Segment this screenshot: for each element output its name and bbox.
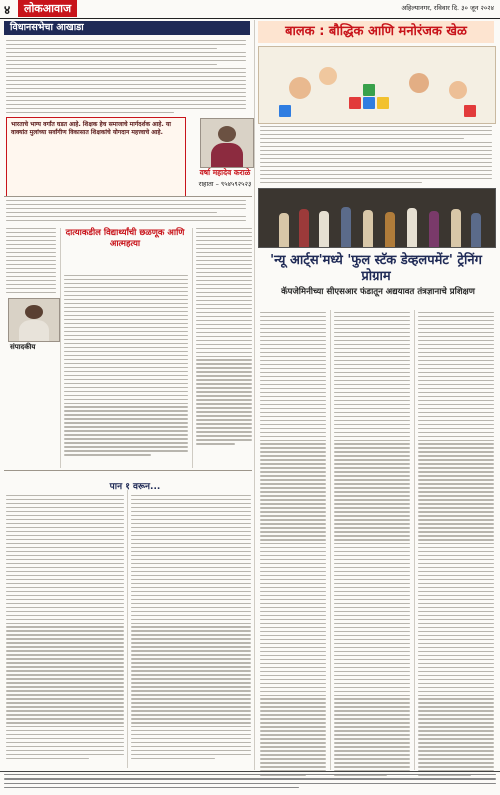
author-name: वर्षा महादेव कराळे	[199, 168, 251, 177]
left-article-body	[6, 40, 246, 116]
quote-box: भारताचे भाग्य वर्गांत घडत आहे. शिक्षक हेच समाजाचे मार्गदर्शक आहे. या वाक्यांत मुलांच्या सर्वांगीण विकासात शिक्षकांचे योगदान महत्त्वाचे आहे.	[6, 117, 186, 197]
dateline: अहिल्यानगर, रविवार दि. ३० जून २०२४	[401, 4, 494, 12]
mid-article-continued: पान १ वरून...	[109, 482, 161, 492]
left-article-title: विधानसभेचा आखाडा	[4, 21, 250, 35]
right-mid-headline: 'न्यू आर्ट्स'मध्ये 'फुल स्टॅक डेव्हलपमेंट' ट्रेनिंग प्रोग्राम	[270, 253, 482, 284]
author-place: राहाता – ९५४५९२५२३	[198, 180, 252, 188]
mid-article-body	[64, 275, 188, 458]
right-mid-col1	[260, 312, 326, 778]
mid-left-column	[6, 228, 56, 296]
author-photo	[200, 118, 254, 168]
editorial-signature: संपादकीय	[10, 343, 36, 351]
right-mid-subhead: कॅपजेमिनीच्या सीएसआर फंडातून अद्ययावत तंत्रज्ञानाचे प्रशिक्षण	[281, 287, 475, 297]
right-mid-col2	[334, 312, 410, 778]
imprint-footer	[0, 771, 500, 795]
event-photo	[258, 188, 496, 248]
page-number: ४	[4, 3, 11, 17]
lower-left-body	[6, 495, 124, 762]
lower-mid-body	[131, 495, 251, 762]
right-mid-col3	[418, 312, 494, 778]
masthead-logo: लोकआवाज	[18, 0, 77, 17]
mid-article-headline: दात्याकडील विद्यार्थ्यांची छळणूक आणि आत्महत्या	[65, 228, 185, 249]
editor-photo	[8, 298, 60, 342]
right-top-headline: बालक : बौद्धिक आणि मनोरंजक खेळ	[258, 21, 494, 43]
page-header	[0, 0, 500, 19]
left-article-body-2	[6, 200, 246, 224]
kids-playing-image	[258, 46, 496, 124]
mid-right-column	[196, 228, 252, 447]
right-top-body	[260, 126, 492, 186]
